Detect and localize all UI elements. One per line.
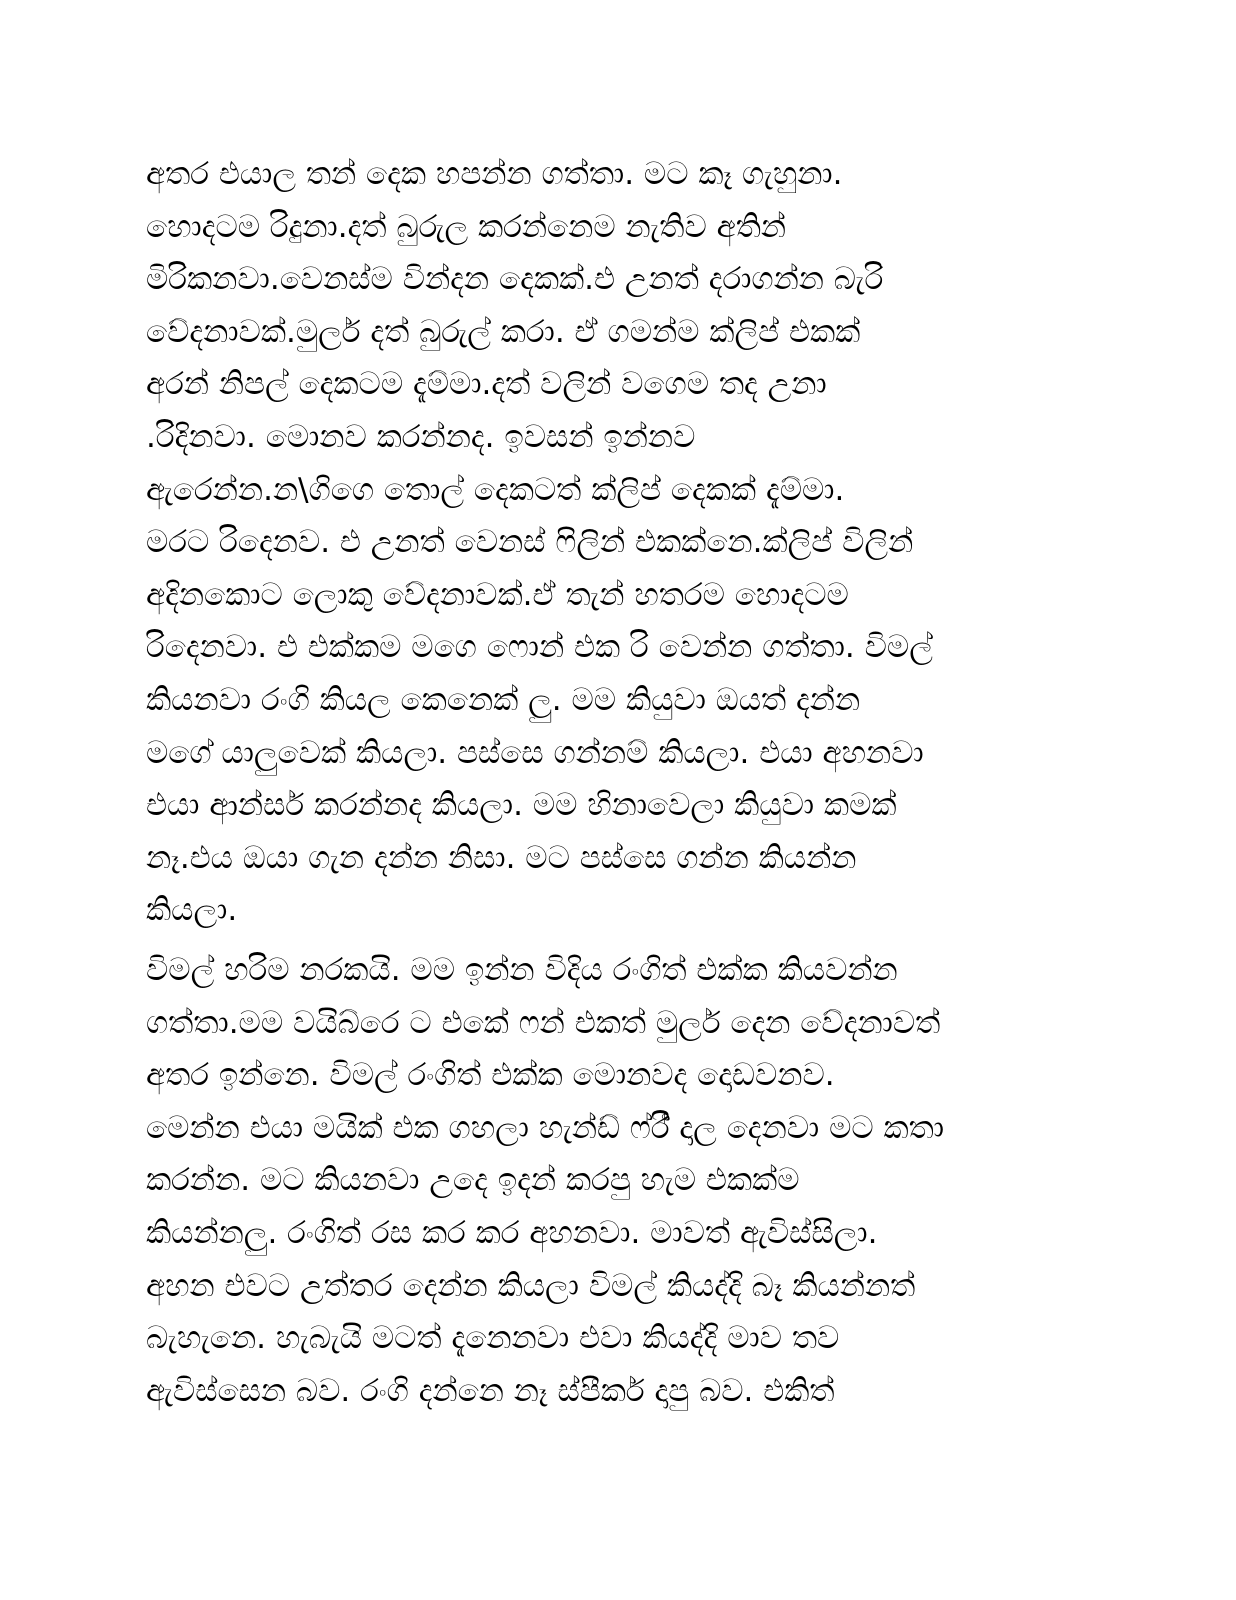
text-line: ගත්තා.මම වයිබ්රෙ ට එකේ ෆන් එකත් මුලර් දෙන වේදනාවත් [146, 1004, 941, 1041]
text-line: මරට රිදෙනව. එ උනත් වෙනස් ෆිලින් එකක්නෙ.ක්ලිප් විලින් [146, 524, 914, 561]
text-line: කියලා. [146, 892, 238, 929]
paragraph-1 [146, 148, 1136, 937]
text-line: නෑ.එය ඔයා ගැන දන්න නිසා. මට පස්සෙ ගන්න කියන්න [146, 839, 857, 876]
text-line: බැහැනෙ. හැබැයි මටත් දැනෙනවා එවා කියද්දි මාව තව [146, 1320, 840, 1357]
text-line: .රිදිනවා. මොනව කරන්නද. ඉවසන් ඉන්නව [146, 418, 696, 455]
text-line: මගේ යාලුවෙක් කියලා. පස්සෙ ගන්නම් කියලා. එයා අහනවා [146, 734, 924, 771]
text-line: අතර ඉන්නෙ. විමල් රංගිත් එක්ක මොනවද දොඩවනව. [146, 1057, 835, 1094]
text-line: මිරිකනවා.වෙනස්ම වින්දන දෙකක්.එ උනත් දරාගන්න බැරි [146, 261, 884, 298]
text-line: කරන්න. මට කියනවා උදෙ ඉදන් කරපු හැම එකක්ම [146, 1162, 800, 1199]
text-line: කියන්නලු. රංගිත් රස කර කර අහනවා. මාවත් ඇවිස්සිලා. [146, 1214, 878, 1251]
text-line: ඇරෙන්න.න\ගිගෙ තොල් දෙකටත් ක්ලිප් දෙකක් දැම්මා. [146, 471, 845, 508]
text-line: විමල් හරිම නරකයි. මම ඉන්න විදිය රංගිත් එක්ක කියවන්න [146, 952, 898, 988]
text-line: අරන් නිපල් දෙකටම දැම්මා.දත් වලින් වගෙම තද උනා [146, 366, 827, 403]
text-line: අතර එයාල තන් දෙක හපන්න ගත්තා. මට කෑ ගැහුනා. [146, 156, 843, 192]
text-line: වේදනාවක්.මුලර් දත් බුරුල් කරා. ඒ ගමන්ම ක්ලිප් එකක් [146, 313, 861, 350]
text-line: මෙන්න එයා මයික් එක ගහලා හැන්ඩ් ෆ්රී් දාල දෙනවා මට කතා [146, 1109, 945, 1146]
text-line: අහන එවට උත්තර දෙන්න කියලා විමල් කියද්දි බෑ කියන්නත් [146, 1267, 916, 1304]
paragraph-2 [146, 944, 1136, 1417]
text-line: කියනවා රංගි කියල කෙනෙක් ලු. මම කියුවා ඔයත් දන්න [146, 681, 861, 718]
text-line: හොදටම රිදුනා.දත් බුරුල කරන්නෙම නැතිව අතින් [146, 208, 787, 245]
text-line: එයා ආන්සර් කරන්නද කියලා. මම හිනාවෙලා කියුවා කමක් [146, 787, 897, 824]
text-line: ඇවිස්සෙන බව. රංගි දන්නෙ නෑ ස්පීකර් දාපු බව. එකිත් [146, 1372, 835, 1409]
text-line: රිදෙනවා. එ එක්කම මගෙ ෆොන් එක රි වෙන්න ගත්තා. විමල් [146, 629, 933, 666]
text-line: අදිනකොට ලොකු වේදනාවක්.ඒ තැන් හතරම හොදටම [146, 576, 849, 613]
